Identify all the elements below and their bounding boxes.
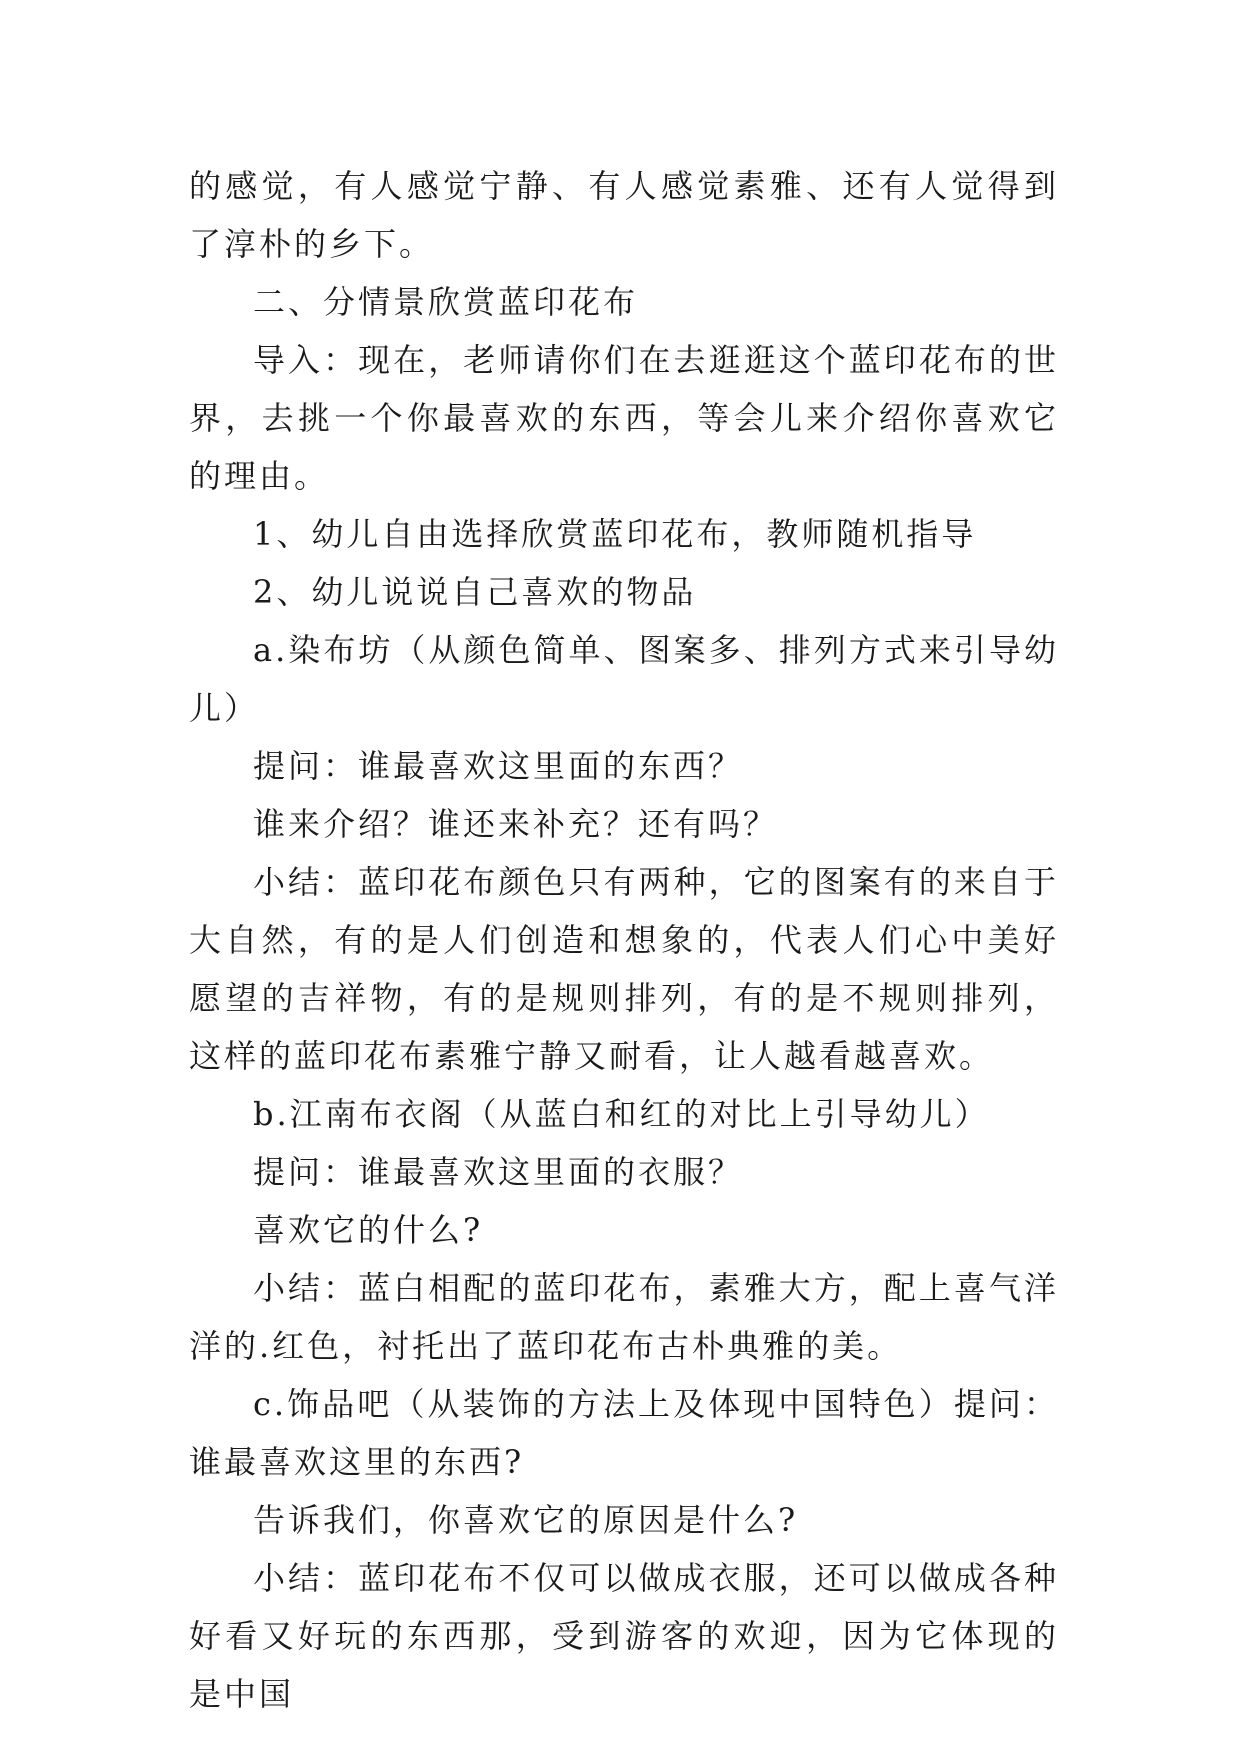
summary-paragraph: 小结：蓝白相配的蓝印花布，素雅大方，配上喜气洋洋的.红色，衬托出了蓝印花布古朴典雅的美。 [189,1269,1059,1365]
paragraph: 告诉我们，你喜欢它的原因是什么? [253,1501,799,1539]
document-body [189,157,1059,1723]
paragraph: 导入：现在，老师请你们在去逛逛这个蓝印花布的世界，去挑一个你最喜欢的东西，等会儿来介绍你喜欢它的理由。 [189,341,1059,495]
summary-paragraph: 小结：蓝印花布颜色只有两种，它的图案有的来自于大自然，有的是人们创造和想象的，代表人们心中美好愿望的吉祥物，有的是规则排列，有的是不规则排列，这样的蓝印花布素雅宁静又耐看，让人越看越喜欢。 [189,863,1059,1075]
sub-item: a.染布坊（从颜色简单、图案多、排列方式来引导幼儿） [189,631,1059,727]
summary-paragraph: 小结：蓝印花布不仅可以做成衣服，还可以做成各种好看又好玩的东西那，受到游客的欢迎，因为它体现的是中国 [189,1559,1059,1713]
paragraph: 提问：谁最喜欢这里面的衣服？ [253,1153,744,1191]
sub-item: b.江南布衣阁（从蓝白和红的对比上引导幼儿） [253,1095,990,1133]
paragraph: 的感觉，有人感觉宁静、有人感觉素雅、还有人觉得到了淳朴的乡下。 [189,167,1059,263]
list-item: 1、幼儿自由选择欣赏蓝印花布，教师随机指导 [253,515,977,553]
paragraph: 谁来介绍？谁还来补充？还有吗？ [253,805,779,843]
sub-item: c.饰品吧（从装饰的方法上及体现中国特色）提问：谁最喜欢这里的东西? [189,1385,1059,1481]
paragraph: 提问：谁最喜欢这里面的东西？ [253,747,744,785]
section-heading: 二、分情景欣赏蓝印花布 [253,283,639,321]
list-item: 2、幼儿说说自己喜欢的物品 [253,573,697,611]
paragraph: 喜欢它的什么? [253,1211,484,1249]
